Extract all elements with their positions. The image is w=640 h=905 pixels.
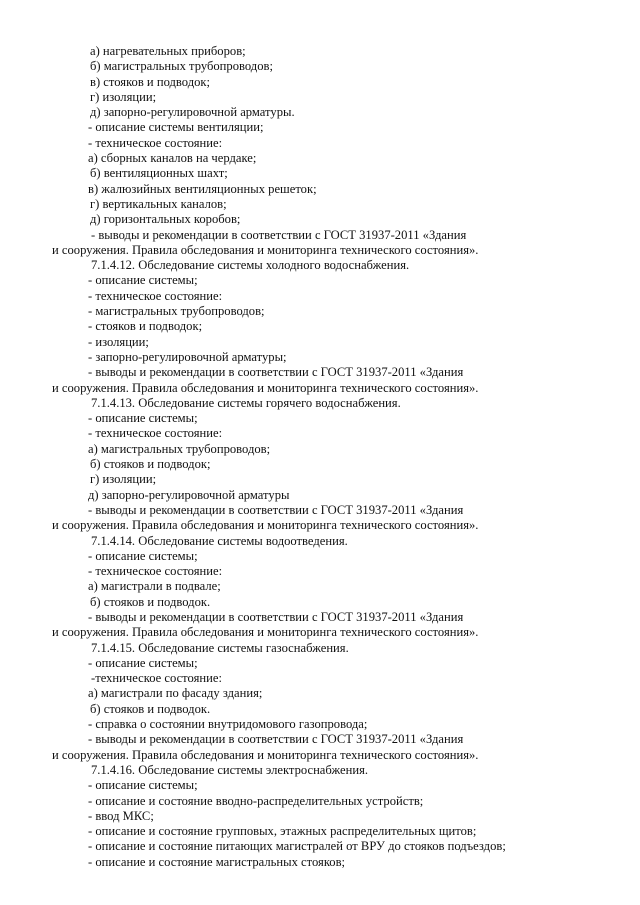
list-item: - описание и состояние питающих магистралей от ВРУ до стояков подъездов; (88, 839, 506, 854)
list-item: б) стояков и подводок. (90, 701, 211, 716)
list-item: - описание и состояние вводно-распределительных устройств; (88, 793, 424, 808)
list-item: а) магистрали по фасаду здания; (88, 686, 263, 701)
paragraph-line: - выводы и рекомендации в соответствии с ГОСТ 31937-2011 «Здания (88, 732, 464, 747)
paragraph-line: и сооружения. Правила обследования и мониторинга технического состояния». (52, 380, 479, 395)
section-heading: 7.1.4.16. Обследование системы электроснабжения. (91, 762, 369, 777)
list-item: - описание системы; (88, 778, 198, 793)
list-item: - описание системы; (88, 655, 198, 670)
list-item: - магистральных трубопроводов; (88, 304, 265, 319)
list-item: - описание системы; (88, 273, 198, 288)
list-item: в) стояков и подводок; (90, 74, 211, 89)
list-item: - запорно-регулировочной арматуры; (88, 349, 287, 364)
list-item: б) стояков и подводок. (90, 594, 211, 609)
list-item: а) нагревательных приборов; (90, 44, 246, 58)
section-heading: 7.1.4.15. Обследование системы газоснабжения. (91, 640, 349, 655)
list-item: б) магистральных трубопроводов; (90, 59, 273, 74)
list-item: д) запорно-регулировочной арматуры (88, 487, 290, 502)
list-item: - описание системы вентиляции; (88, 120, 264, 135)
list-item: - техническое состояние: (88, 288, 223, 303)
list-item: - техническое состояние: (88, 135, 223, 150)
paragraph-line: - выводы и рекомендации в соответствии с ГОСТ 31937-2011 «Здания (88, 609, 464, 624)
list-item: а) магистрали в подвале; (88, 579, 221, 594)
list-item: -техническое состояние: (91, 671, 222, 686)
list-item: - техническое состояние: (88, 426, 223, 441)
list-item: д) запорно-регулировочной арматуры. (90, 105, 295, 120)
list-item: - техническое состояние: (88, 564, 223, 579)
document-page (0, 44, 640, 870)
paragraph-line: - выводы и рекомендации в соответствии с ГОСТ 31937-2011 «Здания (91, 227, 467, 242)
list-item: - стояков и подводок; (88, 319, 203, 334)
section-heading: 7.1.4.14. Обследование системы водоотведения. (91, 533, 348, 548)
list-item: - описание системы; (88, 411, 198, 426)
paragraph-line: и сооружения. Правила обследования и мониторинга технического состояния». (52, 625, 479, 640)
list-item: а) магистральных трубопроводов; (88, 441, 271, 456)
list-item: г) изоляции; (90, 89, 157, 104)
list-item: - описание системы; (88, 548, 198, 563)
list-item: д) горизонтальных коробов; (90, 212, 241, 227)
list-item: - описание и состояние групповых, этажных распределительных щитов; (88, 824, 477, 839)
list-item: - описание и состояние магистральных стояков; (88, 854, 346, 869)
list-item: - изоляции; (88, 334, 149, 349)
section-heading: 7.1.4.13. Обследование системы горячего водоснабжения. (91, 395, 401, 410)
paragraph-line: и сооружения. Правила обследования и мониторинга технического состояния». (52, 518, 479, 533)
section-heading: 7.1.4.12. Обследование системы холодного водоснабжения. (91, 258, 410, 273)
list-item: б) стояков и подводок; (90, 457, 211, 472)
list-item: г) вертикальных каналов; (90, 196, 227, 211)
list-item: - ввод МКС; (88, 808, 154, 823)
list-item: а) сборных каналов на чердаке; (88, 151, 257, 166)
paragraph-line: - выводы и рекомендации в соответствии с ГОСТ 31937-2011 «Здания (88, 365, 464, 380)
paragraph-line: и сооружения. Правила обследования и мониторинга технического состояния». (52, 747, 479, 762)
list-item: - справка о состоянии внутридомового газопровода; (88, 717, 368, 732)
paragraph-line: - выводы и рекомендации в соответствии с ГОСТ 31937-2011 «Здания (88, 502, 464, 517)
paragraph-line: и сооружения. Правила обследования и мониторинга технического состояния». (52, 242, 479, 257)
list-item: б) вентиляционных шахт; (90, 166, 228, 181)
list-item: г) изоляции; (90, 472, 157, 487)
list-item: в) жалюзийных вентиляционных решеток; (88, 181, 317, 196)
